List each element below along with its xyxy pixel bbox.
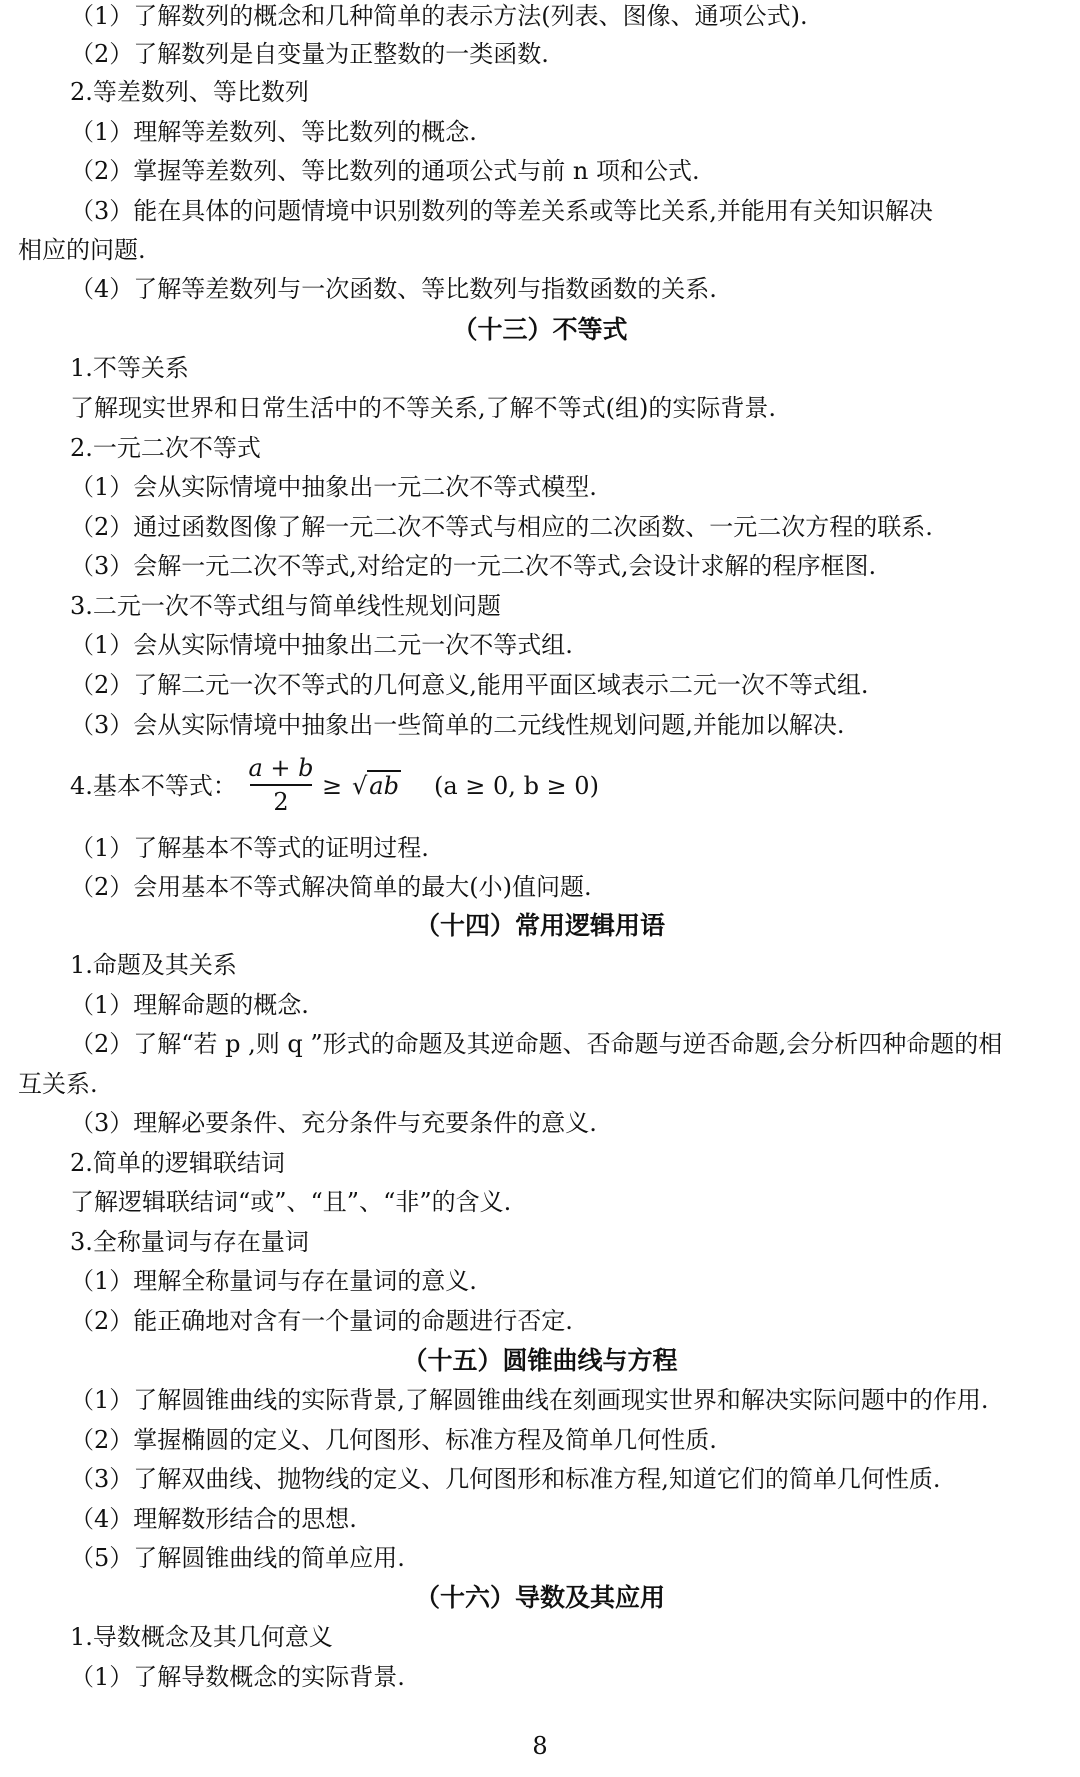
text-line: （3）理解必要条件、充分条件与充要条件的意义. bbox=[70, 1109, 597, 1137]
text-line: （4）了解等差数列与一次函数、等比数列与指数函数的关系. bbox=[70, 275, 717, 303]
text-line: （1）了解圆锥曲线的实际背景,了解圆锥曲线在刻画现实世界和解决实际问题中的作用. bbox=[70, 1386, 989, 1414]
section-item: 3.二元一次不等式组与简单线性规划问题 bbox=[70, 592, 501, 620]
text-line: 互关系. bbox=[18, 1070, 98, 1098]
radicand: ab bbox=[369, 772, 399, 800]
text-line: （2）能正确地对含有一个量词的命题进行否定. bbox=[70, 1307, 573, 1335]
text-line: （2）通过函数图像了解一元二次不等式与相应的二次函数、一元二次方程的联系. bbox=[70, 513, 933, 541]
text-line: （5）了解圆锥曲线的简单应用. bbox=[70, 1544, 405, 1572]
text-line: （1）理解等差数列、等比数列的概念. bbox=[70, 118, 477, 146]
section-item: 2.等差数列、等比数列 bbox=[70, 78, 309, 106]
text-line: （2）了解“若 p ,则 q ”形式的命题及其逆命题、否命题与逆否命题,会分析四种命题的相 bbox=[70, 1030, 1003, 1058]
text-line: （2）了解数列是自变量为正整数的一类函数. bbox=[70, 40, 549, 68]
text-line: （1）理解命题的概念. bbox=[70, 991, 309, 1019]
formula-label: 4.基本不等式： bbox=[70, 772, 237, 800]
section-item: 1.命题及其关系 bbox=[70, 951, 237, 979]
text-line: （2）掌握椭圆的定义、几何图形、标准方程及简单几何性质. bbox=[70, 1426, 717, 1454]
fraction-numerator: a + b bbox=[248, 754, 314, 782]
text-line: （3）能在具体的问题情境中识别数列的等差关系或等比关系,并能用有关知识解决 bbox=[70, 197, 933, 225]
section-heading: （十五）圆锥曲线与方程 bbox=[402, 1346, 678, 1375]
section-heading: （十四）常用逻辑用语 bbox=[414, 911, 665, 940]
text-line: （2）了解二元一次不等式的几何意义,能用平面区域表示二元一次不等式组. bbox=[70, 671, 869, 699]
section-item: 2.一元二次不等式 bbox=[70, 434, 261, 462]
text-line: 了解现实世界和日常生活中的不等关系,了解不等式(组)的实际背景. bbox=[70, 394, 776, 422]
formula-condition: (a ≥ 0, b ≥ 0) bbox=[434, 772, 599, 800]
text-line: （1）了解导数概念的实际背景. bbox=[70, 1663, 405, 1691]
text-line: （4）理解数形结合的思想. bbox=[70, 1505, 357, 1533]
basic-inequality-formula bbox=[70, 752, 970, 822]
text-line: （3）了解双曲线、抛物线的定义、几何图形和标准方程,知道它们的简单几何性质. bbox=[70, 1465, 941, 1493]
text-line: 相应的问题. bbox=[18, 236, 146, 264]
text-line: （2）掌握等差数列、等比数列的通项公式与前 n 项和公式. bbox=[70, 157, 700, 185]
text-line: 了解逻辑联结词“或”、“且”、“非”的含义. bbox=[70, 1188, 512, 1216]
page-number: 8 bbox=[532, 1732, 548, 1760]
text-line: （3）会解一元二次不等式,对给定的一元二次不等式,会设计求解的程序框图. bbox=[70, 552, 877, 580]
text-line: （1）了解基本不等式的证明过程. bbox=[70, 834, 429, 862]
fraction-denominator: 2 bbox=[273, 788, 289, 816]
text-line: （2）会用基本不等式解决简单的最大(小)值问题. bbox=[70, 873, 592, 901]
section-heading: （十六）导数及其应用 bbox=[414, 1583, 665, 1612]
text-line: （3）会从实际情境中抽象出一些简单的二元线性规划问题,并能加以解决. bbox=[70, 711, 845, 739]
text-line: （1）会从实际情境中抽象出一元二次不等式模型. bbox=[70, 473, 597, 501]
section-item: 1.不等关系 bbox=[70, 354, 189, 382]
section-item: 1.导数概念及其几何意义 bbox=[70, 1623, 333, 1651]
square-root: √ab bbox=[352, 772, 399, 800]
relation-symbol: ≥ bbox=[322, 772, 343, 800]
section-item: 3.全称量词与存在量词 bbox=[70, 1228, 309, 1256]
text-line: （1）理解全称量词与存在量词的意义. bbox=[70, 1267, 477, 1295]
section-item: 2.简单的逻辑联结词 bbox=[70, 1149, 285, 1177]
fraction bbox=[246, 752, 316, 818]
text-line: （1）会从实际情境中抽象出二元一次不等式组. bbox=[70, 631, 573, 659]
text-line: （1）了解数列的概念和几种简单的表示方法(列表、图像、通项公式). bbox=[70, 2, 808, 30]
section-heading: （十三）不等式 bbox=[452, 315, 628, 344]
